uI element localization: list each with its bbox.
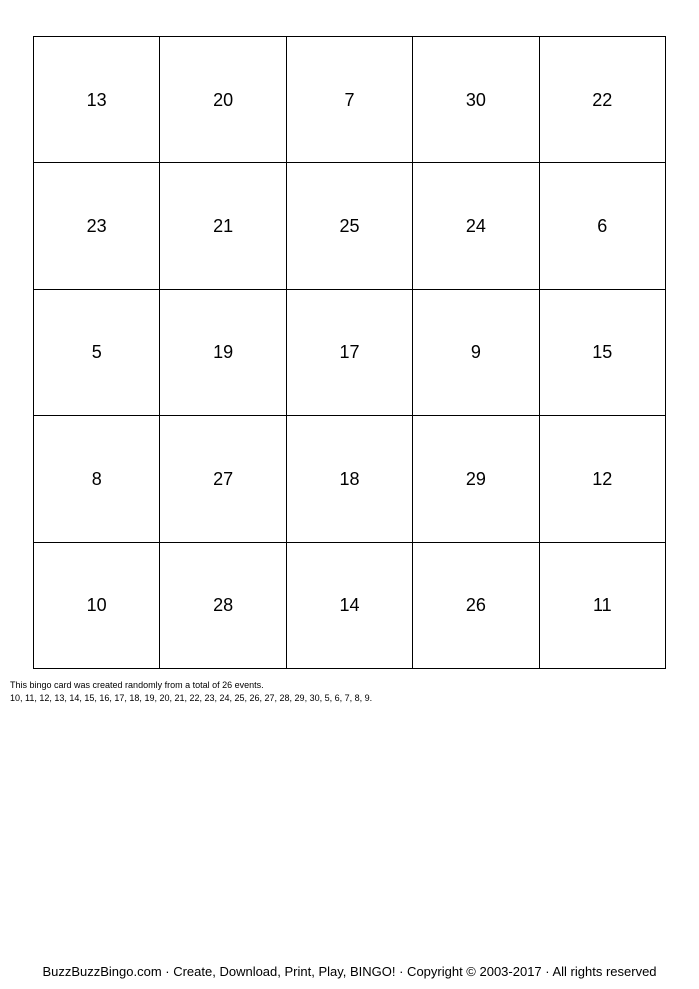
bingo-cell: 10 (34, 543, 160, 669)
bingo-cell: 9 (413, 290, 539, 416)
bingo-cell: 7 (287, 37, 413, 163)
bingo-cell: 12 (540, 416, 666, 542)
bingo-cell: 14 (287, 543, 413, 669)
bingo-cell: 25 (287, 163, 413, 289)
bingo-cell: 22 (540, 37, 666, 163)
bingo-cell: 24 (413, 163, 539, 289)
bingo-cell: 19 (160, 290, 286, 416)
card-info-note: This bingo card was created randomly from a total of 26 events. (10, 680, 264, 690)
bingo-cell: 8 (34, 416, 160, 542)
event-list: 10, 11, 12, 13, 14, 15, 16, 17, 18, 19, 20, 21, 22, 23, 24, 25, 26, 27, 28, 29, 30, 5, 6, 7, 8, 9. (10, 693, 373, 703)
bingo-cell: 15 (540, 290, 666, 416)
bingo-cell: 30 (413, 37, 539, 163)
bingo-cell: 21 (160, 163, 286, 289)
bingo-cell: 23 (34, 163, 160, 289)
bingo-cell: 18 (287, 416, 413, 542)
bingo-cell: 11 (540, 543, 666, 669)
bingo-cell: 29 (413, 416, 539, 542)
bingo-cell: 28 (160, 543, 286, 669)
page-footer: BuzzBuzzBingo.com · Create, Download, Print, Play, BINGO! · Copyright © 2003-2017 · All rights reserved (42, 964, 657, 979)
bingo-cell: 20 (160, 37, 286, 163)
bingo-cell: 17 (287, 290, 413, 416)
bingo-cell: 26 (413, 543, 539, 669)
bingo-cell: 6 (540, 163, 666, 289)
bingo-card-grid (33, 36, 666, 669)
bingo-cell: 27 (160, 416, 286, 542)
bingo-cell: 5 (34, 290, 160, 416)
bingo-cell: 13 (34, 37, 160, 163)
